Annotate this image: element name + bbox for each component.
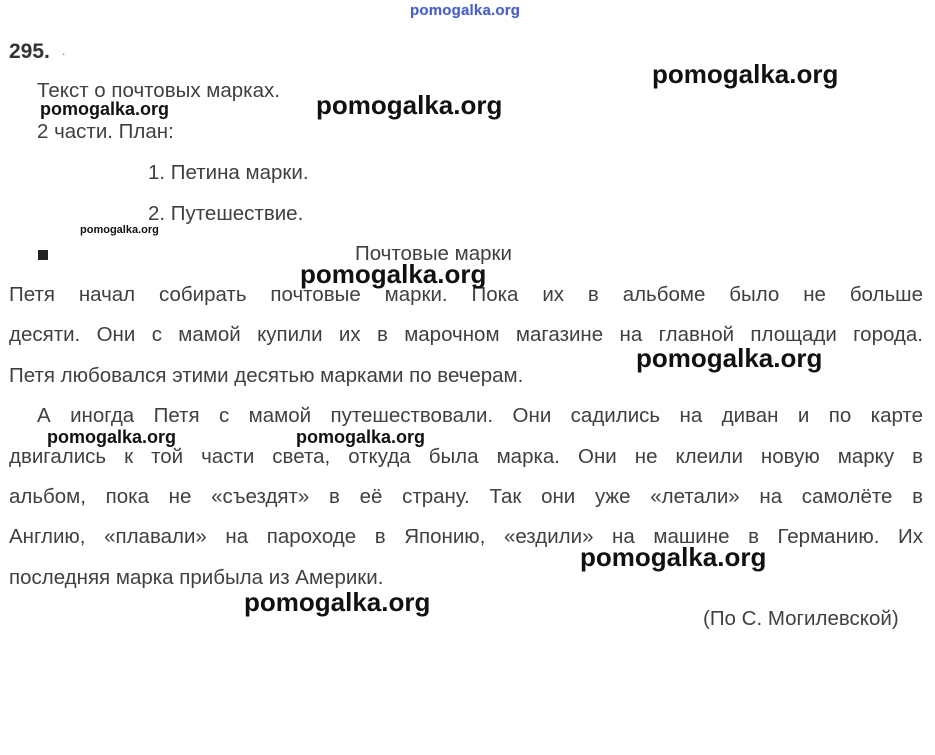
- header-watermark: pomogalka.org: [410, 2, 521, 19]
- paragraph-2-line-1: А иногда Петя с мамой путешествовали. Они садились на диван и по карте: [37, 404, 923, 427]
- watermark: pomogalka.org: [40, 99, 170, 119]
- watermark: pomogalka.org: [580, 542, 767, 572]
- paragraph-2-line-4: Англию, «плавали» на пароходе в Японию, «ездили» на машине в Германию. Их: [9, 525, 923, 548]
- paragraph-1-line-2: десяти. Они с мамой купили их в марочном магазине на главной площади города.: [9, 323, 923, 346]
- paragraph-2-line-5: последняя марка прибыла из Америки.: [9, 566, 384, 589]
- exercise-number: 295.: [9, 40, 50, 63]
- watermark: pomogalka.org: [80, 224, 159, 236]
- watermark: pomogalka.org: [47, 427, 177, 447]
- watermark: pomogalka.org: [244, 587, 431, 617]
- intro-line-1: Текст о почтовых марках.: [37, 79, 280, 102]
- paragraph-2-line-3: альбом, пока не «съездят» в её страну. Так они уже «летали» на самолёте в: [9, 485, 923, 508]
- watermark: pomogalka.org: [636, 343, 823, 373]
- paragraph-1-line-3: Петя любовался этими десятью марками по вечерам.: [9, 364, 524, 387]
- exercise-mark: .: [62, 44, 66, 58]
- text-title: Почтовые марки: [355, 242, 512, 265]
- watermark: pomogalka.org: [652, 59, 839, 89]
- watermark: pomogalka.org: [296, 427, 426, 447]
- plan-item-2: 2. Путешествие.: [148, 202, 304, 225]
- square-marker-icon: [38, 250, 48, 260]
- paragraph-1-line-1: Петя начал собирать почтовые марки. Пока их в альбоме было не больше: [9, 283, 923, 306]
- plan-item-1: 1. Петина марки.: [148, 161, 309, 184]
- watermark: pomogalka.org: [316, 90, 503, 120]
- intro-line-2: 2 части. План:: [37, 120, 174, 143]
- paragraph-2-line-2: двигались к той части света, откуда была марка. Они не клеили новую марку в: [9, 445, 923, 468]
- watermark: pomogalka.org: [300, 259, 487, 289]
- text-source: (По С. Могилевской): [703, 607, 899, 630]
